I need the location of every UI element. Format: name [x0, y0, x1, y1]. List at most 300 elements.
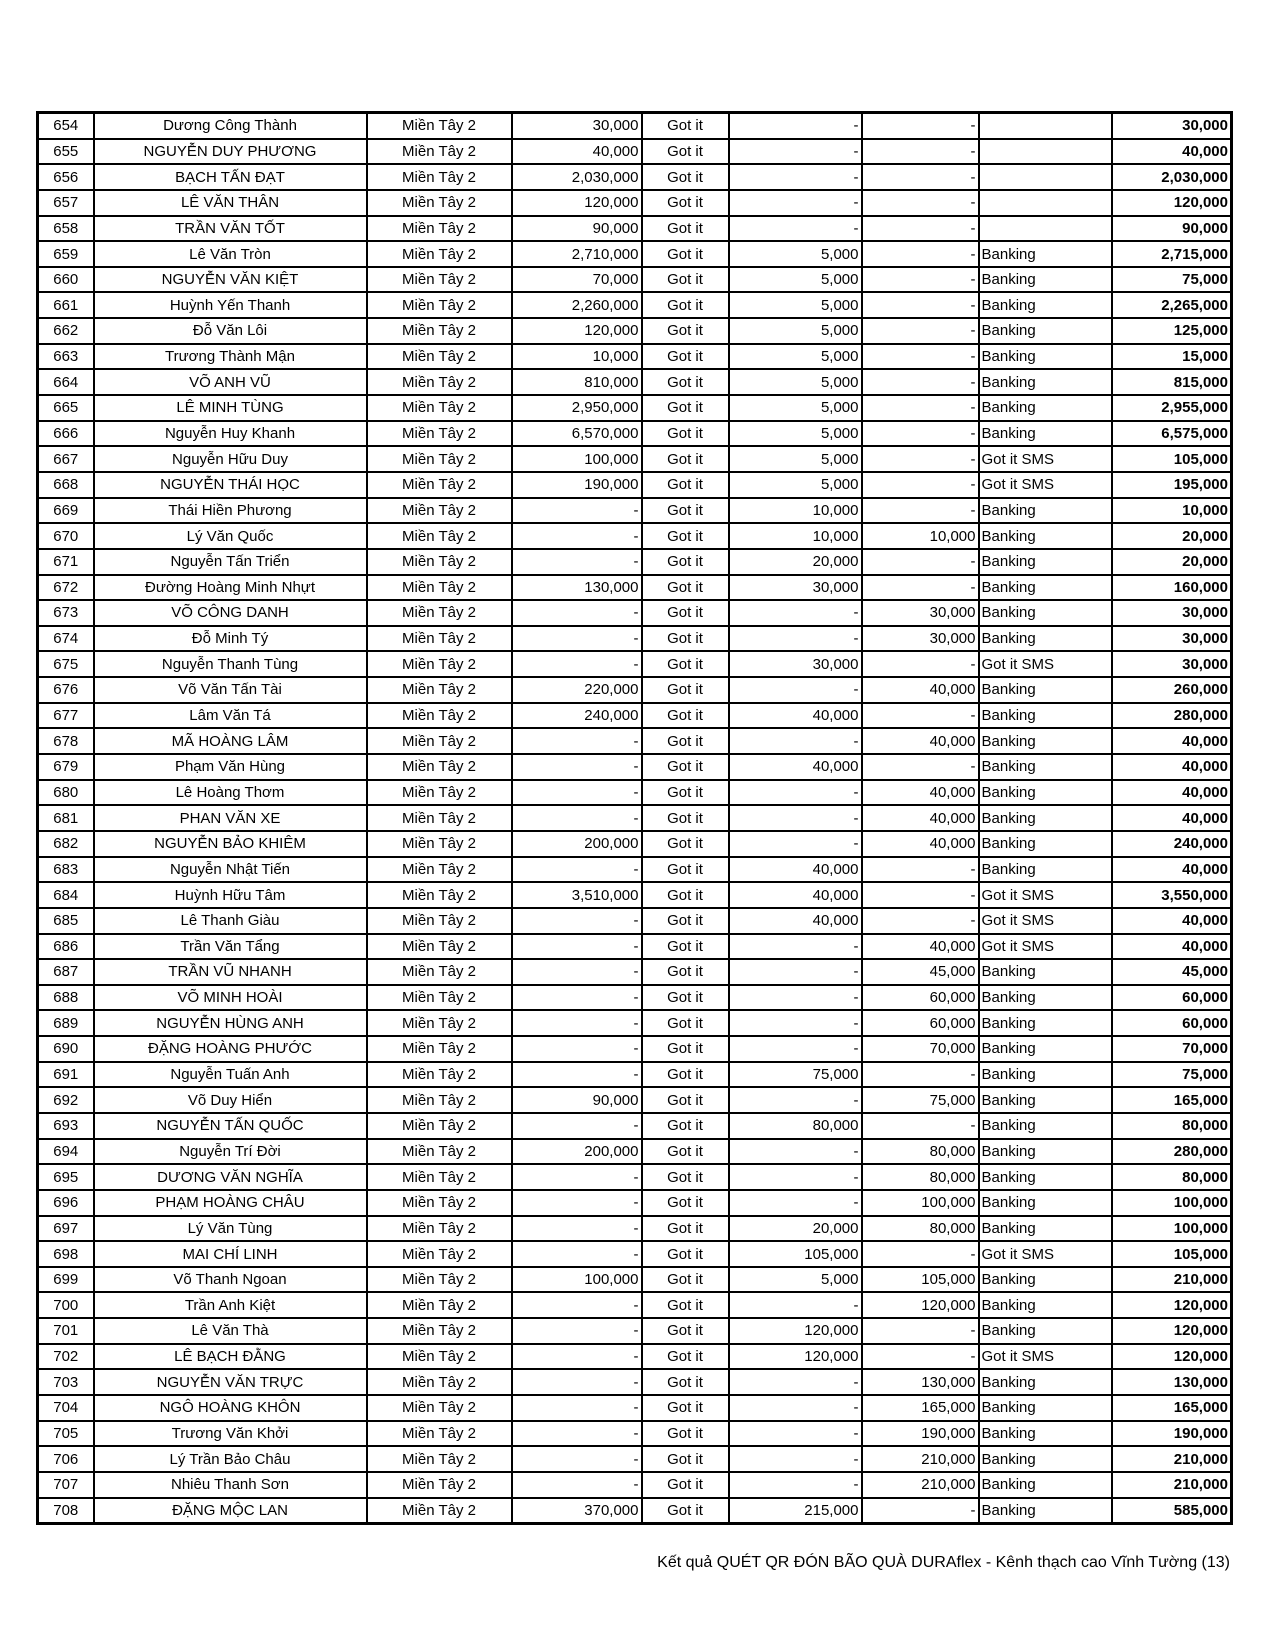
cell-bonus-amount-1: -: [729, 1139, 862, 1165]
table-row: [38, 1113, 1232, 1139]
cell-payment-method: Banking: [979, 626, 1112, 652]
cell-gotit-status: Got it: [642, 728, 729, 754]
cell-payment-method: Banking: [979, 677, 1112, 703]
cell-scan-amount: 3,510,000: [512, 882, 642, 908]
cell-bonus-amount-1: 30,000: [729, 651, 862, 677]
table-row: [38, 498, 1232, 524]
cell-scan-amount: 130,000: [512, 575, 642, 601]
cell-bonus-amount-1: 40,000: [729, 703, 862, 729]
cell-region: Miền Tây 2: [367, 575, 512, 601]
cell-scan-amount: -: [512, 1241, 642, 1267]
cell-region: Miền Tây 2: [367, 805, 512, 831]
cell-payment-method: Banking: [979, 1036, 1112, 1062]
cell-total-amount: 80,000: [1112, 1113, 1232, 1139]
cell-total-amount: 20,000: [1112, 549, 1232, 575]
cell-participant-name: NGUYỄN VĂN TRỰC: [94, 1369, 367, 1395]
cell-bonus-amount-1: 5,000: [729, 472, 862, 498]
cell-total-amount: 40,000: [1112, 857, 1232, 883]
cell-bonus-amount-2: 130,000: [862, 1369, 979, 1395]
cell-bonus-amount-2: -: [862, 139, 979, 165]
table-row: [38, 908, 1232, 934]
cell-row-number: 705: [38, 1421, 94, 1447]
cell-gotit-status: Got it: [642, 1267, 729, 1293]
cell-total-amount: 15,000: [1112, 344, 1232, 370]
cell-region: Miền Tây 2: [367, 1292, 512, 1318]
cell-row-number: 693: [38, 1113, 94, 1139]
table-row: [38, 1344, 1232, 1370]
cell-row-number: 696: [38, 1190, 94, 1216]
cell-participant-name: MAI CHÍ LINH: [94, 1241, 367, 1267]
cell-participant-name: Nguyễn Thanh Tùng: [94, 651, 367, 677]
cell-row-number: 697: [38, 1216, 94, 1242]
table-row: [38, 831, 1232, 857]
cell-gotit-status: Got it: [642, 1318, 729, 1344]
cell-region: Miền Tây 2: [367, 985, 512, 1011]
cell-bonus-amount-1: -: [729, 190, 862, 216]
cell-bonus-amount-2: 75,000: [862, 1087, 979, 1113]
cell-region: Miền Tây 2: [367, 857, 512, 883]
table-row: [38, 934, 1232, 960]
cell-payment-method: Got it SMS: [979, 1241, 1112, 1267]
cell-row-number: 669: [38, 498, 94, 524]
cell-scan-amount: -: [512, 857, 642, 883]
cell-total-amount: 40,000: [1112, 780, 1232, 806]
cell-gotit-status: Got it: [642, 164, 729, 190]
cell-gotit-status: Got it: [642, 626, 729, 652]
cell-total-amount: 815,000: [1112, 369, 1232, 395]
cell-participant-name: Nguyễn Tuấn Anh: [94, 1062, 367, 1088]
cell-region: Miền Tây 2: [367, 651, 512, 677]
cell-payment-method: Banking: [979, 395, 1112, 421]
cell-payment-method: Banking: [979, 805, 1112, 831]
cell-gotit-status: Got it: [642, 1446, 729, 1472]
cell-row-number: 683: [38, 857, 94, 883]
cell-row-number: 679: [38, 754, 94, 780]
cell-bonus-amount-1: -: [729, 626, 862, 652]
cell-payment-method: Banking: [979, 1190, 1112, 1216]
cell-participant-name: Dương Công Thành: [94, 113, 367, 139]
cell-scan-amount: 2,950,000: [512, 395, 642, 421]
cell-bonus-amount-1: -: [729, 1190, 862, 1216]
cell-bonus-amount-2: -: [862, 190, 979, 216]
cell-bonus-amount-2: -: [862, 164, 979, 190]
cell-participant-name: ĐẶNG HOÀNG PHƯỚC: [94, 1036, 367, 1062]
cell-total-amount: 210,000: [1112, 1472, 1232, 1498]
cell-bonus-amount-1: -: [729, 164, 862, 190]
cell-total-amount: 120,000: [1112, 1344, 1232, 1370]
cell-bonus-amount-1: 10,000: [729, 523, 862, 549]
cell-region: Miền Tây 2: [367, 113, 512, 139]
cell-row-number: 706: [38, 1446, 94, 1472]
cell-payment-method: Banking: [979, 1318, 1112, 1344]
cell-total-amount: 100,000: [1112, 1216, 1232, 1242]
cell-participant-name: Đỗ Minh Tý: [94, 626, 367, 652]
cell-total-amount: 2,030,000: [1112, 164, 1232, 190]
cell-total-amount: 70,000: [1112, 1036, 1232, 1062]
cell-scan-amount: -: [512, 1472, 642, 1498]
cell-bonus-amount-1: -: [729, 1164, 862, 1190]
cell-gotit-status: Got it: [642, 1010, 729, 1036]
cell-bonus-amount-2: 210,000: [862, 1446, 979, 1472]
cell-gotit-status: Got it: [642, 1498, 729, 1524]
cell-payment-method: Got it SMS: [979, 472, 1112, 498]
cell-region: Miền Tây 2: [367, 1087, 512, 1113]
cell-participant-name: Lý Văn Quốc: [94, 523, 367, 549]
cell-total-amount: 30,000: [1112, 600, 1232, 626]
cell-participant-name: Nguyễn Hữu Duy: [94, 446, 367, 472]
cell-scan-amount: -: [512, 934, 642, 960]
cell-gotit-status: Got it: [642, 498, 729, 524]
cell-row-number: 678: [38, 728, 94, 754]
cell-participant-name: Lê Thanh Giàu: [94, 908, 367, 934]
cell-scan-amount: -: [512, 1113, 642, 1139]
cell-scan-amount: 100,000: [512, 446, 642, 472]
cell-participant-name: PHAN VĂN XE: [94, 805, 367, 831]
table-row: [38, 523, 1232, 549]
cell-bonus-amount-1: -: [729, 780, 862, 806]
cell-region: Miền Tây 2: [367, 395, 512, 421]
cell-bonus-amount-1: -: [729, 216, 862, 242]
cell-row-number: 666: [38, 421, 94, 447]
cell-row-number: 702: [38, 1344, 94, 1370]
cell-row-number: 680: [38, 780, 94, 806]
cell-payment-method: Banking: [979, 1498, 1112, 1524]
cell-bonus-amount-2: -: [862, 1241, 979, 1267]
table-row: [38, 139, 1232, 165]
cell-participant-name: Võ Thanh Ngoan: [94, 1267, 367, 1293]
cell-payment-method: Got it SMS: [979, 934, 1112, 960]
cell-participant-name: Nguyễn Trí Đời: [94, 1139, 367, 1165]
cell-bonus-amount-1: 40,000: [729, 882, 862, 908]
cell-total-amount: 120,000: [1112, 1292, 1232, 1318]
cell-bonus-amount-1: -: [729, 805, 862, 831]
cell-payment-method: Banking: [979, 498, 1112, 524]
cell-bonus-amount-2: 30,000: [862, 626, 979, 652]
cell-row-number: 708: [38, 1498, 94, 1524]
cell-total-amount: 10,000: [1112, 498, 1232, 524]
cell-bonus-amount-2: -: [862, 267, 979, 293]
cell-total-amount: 80,000: [1112, 1164, 1232, 1190]
cell-participant-name: VÕ CÔNG DANH: [94, 600, 367, 626]
cell-scan-amount: 220,000: [512, 677, 642, 703]
table-row: [38, 1087, 1232, 1113]
cell-total-amount: 105,000: [1112, 446, 1232, 472]
cell-region: Miền Tây 2: [367, 498, 512, 524]
cell-row-number: 674: [38, 626, 94, 652]
cell-scan-amount: -: [512, 728, 642, 754]
cell-payment-method: Banking: [979, 318, 1112, 344]
cell-region: Miền Tây 2: [367, 1216, 512, 1242]
table-row: [38, 1446, 1232, 1472]
cell-bonus-amount-1: -: [729, 600, 862, 626]
table-row: [38, 882, 1232, 908]
cell-region: Miền Tây 2: [367, 1472, 512, 1498]
cell-payment-method: Banking: [979, 728, 1112, 754]
table-row: [38, 1010, 1232, 1036]
cell-bonus-amount-2: -: [862, 651, 979, 677]
cell-participant-name: MÃ HOÀNG LÂM: [94, 728, 367, 754]
cell-participant-name: VÕ ANH VŨ: [94, 369, 367, 395]
cell-row-number: 665: [38, 395, 94, 421]
cell-bonus-amount-1: 5,000: [729, 318, 862, 344]
cell-region: Miền Tây 2: [367, 1164, 512, 1190]
cell-payment-method: Got it SMS: [979, 908, 1112, 934]
cell-scan-amount: 240,000: [512, 703, 642, 729]
cell-gotit-status: Got it: [642, 908, 729, 934]
cell-payment-method: Banking: [979, 985, 1112, 1011]
cell-scan-amount: 810,000: [512, 369, 642, 395]
cell-total-amount: 165,000: [1112, 1395, 1232, 1421]
cell-total-amount: 210,000: [1112, 1446, 1232, 1472]
table-row: [38, 1292, 1232, 1318]
cell-total-amount: 40,000: [1112, 139, 1232, 165]
cell-gotit-status: Got it: [642, 805, 729, 831]
cell-scan-amount: -: [512, 1036, 642, 1062]
cell-row-number: 654: [38, 113, 94, 139]
cell-region: Miền Tây 2: [367, 1010, 512, 1036]
cell-gotit-status: Got it: [642, 1421, 729, 1447]
cell-total-amount: 105,000: [1112, 1241, 1232, 1267]
cell-scan-amount: -: [512, 959, 642, 985]
cell-bonus-amount-2: 60,000: [862, 1010, 979, 1036]
cell-total-amount: 30,000: [1112, 651, 1232, 677]
cell-total-amount: 125,000: [1112, 318, 1232, 344]
cell-bonus-amount-2: 120,000: [862, 1292, 979, 1318]
cell-participant-name: Lý Trần Bảo Châu: [94, 1446, 367, 1472]
cell-scan-amount: -: [512, 1446, 642, 1472]
table-row: [38, 1318, 1232, 1344]
cell-region: Miền Tây 2: [367, 549, 512, 575]
cell-gotit-status: Got it: [642, 369, 729, 395]
cell-participant-name: VÕ MINH HOÀI: [94, 985, 367, 1011]
cell-region: Miền Tây 2: [367, 267, 512, 293]
cell-payment-method: Banking: [979, 267, 1112, 293]
cell-payment-method: [979, 216, 1112, 242]
cell-scan-amount: 2,710,000: [512, 241, 642, 267]
table-row: [38, 344, 1232, 370]
cell-payment-method: Banking: [979, 1369, 1112, 1395]
cell-row-number: 671: [38, 549, 94, 575]
table-row: [38, 805, 1232, 831]
cell-row-number: 694: [38, 1139, 94, 1165]
cell-bonus-amount-2: -: [862, 1498, 979, 1524]
cell-total-amount: 190,000: [1112, 1421, 1232, 1447]
cell-gotit-status: Got it: [642, 1472, 729, 1498]
table-row: [38, 472, 1232, 498]
cell-row-number: 662: [38, 318, 94, 344]
cell-bonus-amount-2: 40,000: [862, 780, 979, 806]
cell-total-amount: 585,000: [1112, 1498, 1232, 1524]
cell-gotit-status: Got it: [642, 1164, 729, 1190]
cell-row-number: 673: [38, 600, 94, 626]
cell-row-number: 656: [38, 164, 94, 190]
cell-bonus-amount-2: 40,000: [862, 805, 979, 831]
cell-gotit-status: Got it: [642, 292, 729, 318]
cell-total-amount: 260,000: [1112, 677, 1232, 703]
cell-participant-name: Trương Văn Khởi: [94, 1421, 367, 1447]
cell-bonus-amount-1: 40,000: [729, 857, 862, 883]
cell-payment-method: Got it SMS: [979, 1344, 1112, 1370]
cell-gotit-status: Got it: [642, 1292, 729, 1318]
cell-region: Miền Tây 2: [367, 882, 512, 908]
cell-row-number: 675: [38, 651, 94, 677]
table-row: [38, 985, 1232, 1011]
cell-payment-method: Banking: [979, 1216, 1112, 1242]
cell-row-number: 689: [38, 1010, 94, 1036]
cell-region: Miền Tây 2: [367, 1241, 512, 1267]
cell-bonus-amount-2: -: [862, 1344, 979, 1370]
table-row: [38, 1164, 1232, 1190]
cell-bonus-amount-2: 70,000: [862, 1036, 979, 1062]
results-table: [36, 111, 1233, 1525]
cell-gotit-status: Got it: [642, 216, 729, 242]
table-row: [38, 1498, 1232, 1524]
footer-caption: Kết quả QUÉT QR ĐÓN BÃO QUÀ DURAflex - Kênh thạch cao Vĩnh Tường (13): [657, 1554, 1230, 1571]
table-row: [38, 190, 1232, 216]
cell-row-number: 692: [38, 1087, 94, 1113]
cell-participant-name: Đường Hoàng Minh Nhựt: [94, 575, 367, 601]
table-row: [38, 1036, 1232, 1062]
cell-payment-method: Banking: [979, 1472, 1112, 1498]
cell-gotit-status: Got it: [642, 934, 729, 960]
cell-payment-method: Banking: [979, 292, 1112, 318]
cell-total-amount: 75,000: [1112, 267, 1232, 293]
cell-participant-name: Nguyễn Tấn Triển: [94, 549, 367, 575]
cell-gotit-status: Got it: [642, 1190, 729, 1216]
cell-payment-method: [979, 139, 1112, 165]
cell-bonus-amount-1: -: [729, 1292, 862, 1318]
cell-bonus-amount-2: 30,000: [862, 600, 979, 626]
cell-total-amount: 40,000: [1112, 908, 1232, 934]
cell-payment-method: Banking: [979, 857, 1112, 883]
cell-row-number: 691: [38, 1062, 94, 1088]
table-row: [38, 703, 1232, 729]
cell-gotit-status: Got it: [642, 882, 729, 908]
cell-region: Miền Tây 2: [367, 831, 512, 857]
cell-region: Miền Tây 2: [367, 1421, 512, 1447]
cell-participant-name: Nhiêu Thanh Sơn: [94, 1472, 367, 1498]
cell-payment-method: Banking: [979, 1421, 1112, 1447]
cell-total-amount: 75,000: [1112, 1062, 1232, 1088]
cell-scan-amount: 6,570,000: [512, 421, 642, 447]
cell-scan-amount: -: [512, 985, 642, 1011]
cell-bonus-amount-2: 40,000: [862, 677, 979, 703]
table-row: [38, 728, 1232, 754]
cell-bonus-amount-2: 80,000: [862, 1139, 979, 1165]
cell-gotit-status: Got it: [642, 1087, 729, 1113]
cell-region: Miền Tây 2: [367, 1498, 512, 1524]
cell-total-amount: 160,000: [1112, 575, 1232, 601]
cell-participant-name: Trần Anh Kiệt: [94, 1292, 367, 1318]
cell-gotit-status: Got it: [642, 703, 729, 729]
cell-row-number: 668: [38, 472, 94, 498]
cell-gotit-status: Got it: [642, 267, 729, 293]
table-row: [38, 959, 1232, 985]
cell-total-amount: 130,000: [1112, 1369, 1232, 1395]
cell-region: Miền Tây 2: [367, 241, 512, 267]
cell-scan-amount: 120,000: [512, 318, 642, 344]
cell-participant-name: Trương Thành Mận: [94, 344, 367, 370]
cell-bonus-amount-2: -: [862, 446, 979, 472]
cell-scan-amount: -: [512, 1010, 642, 1036]
cell-region: Miền Tây 2: [367, 728, 512, 754]
cell-bonus-amount-2: 60,000: [862, 985, 979, 1011]
cell-scan-amount: 40,000: [512, 139, 642, 165]
cell-payment-method: Banking: [979, 1164, 1112, 1190]
cell-bonus-amount-2: -: [862, 318, 979, 344]
cell-payment-method: Got it SMS: [979, 446, 1112, 472]
cell-region: Miền Tây 2: [367, 1036, 512, 1062]
cell-participant-name: Huỳnh Hữu Tâm: [94, 882, 367, 908]
cell-bonus-amount-2: 45,000: [862, 959, 979, 985]
cell-payment-method: Banking: [979, 1292, 1112, 1318]
table-row: [38, 216, 1232, 242]
cell-total-amount: 165,000: [1112, 1087, 1232, 1113]
cell-bonus-amount-1: -: [729, 1036, 862, 1062]
cell-bonus-amount-1: -: [729, 1395, 862, 1421]
cell-bonus-amount-1: 5,000: [729, 1267, 862, 1293]
cell-bonus-amount-1: 5,000: [729, 369, 862, 395]
cell-bonus-amount-1: 120,000: [729, 1344, 862, 1370]
table-row: [38, 395, 1232, 421]
cell-bonus-amount-1: 40,000: [729, 908, 862, 934]
cell-bonus-amount-1: -: [729, 985, 862, 1011]
table-row: [38, 1190, 1232, 1216]
cell-bonus-amount-1: 80,000: [729, 1113, 862, 1139]
cell-payment-method: Banking: [979, 780, 1112, 806]
cell-gotit-status: Got it: [642, 472, 729, 498]
cell-bonus-amount-2: -: [862, 113, 979, 139]
cell-bonus-amount-1: -: [729, 1421, 862, 1447]
cell-region: Miền Tây 2: [367, 1369, 512, 1395]
cell-scan-amount: -: [512, 1164, 642, 1190]
table-row: [38, 1062, 1232, 1088]
cell-participant-name: Nguyễn Huy Khanh: [94, 421, 367, 447]
cell-participant-name: ĐẶNG MỘC LAN: [94, 1498, 367, 1524]
cell-payment-method: Banking: [979, 523, 1112, 549]
cell-gotit-status: Got it: [642, 241, 729, 267]
cell-bonus-amount-2: -: [862, 216, 979, 242]
cell-participant-name: Lâm Văn Tá: [94, 703, 367, 729]
cell-region: Miền Tây 2: [367, 780, 512, 806]
cell-region: Miền Tây 2: [367, 1190, 512, 1216]
cell-region: Miền Tây 2: [367, 703, 512, 729]
cell-total-amount: 40,000: [1112, 754, 1232, 780]
cell-row-number: 700: [38, 1292, 94, 1318]
cell-gotit-status: Got it: [642, 1241, 729, 1267]
cell-row-number: 672: [38, 575, 94, 601]
cell-gotit-status: Got it: [642, 677, 729, 703]
cell-total-amount: 280,000: [1112, 1139, 1232, 1165]
cell-bonus-amount-2: 105,000: [862, 1267, 979, 1293]
table-row: [38, 677, 1232, 703]
cell-scan-amount: 2,260,000: [512, 292, 642, 318]
cell-bonus-amount-1: 105,000: [729, 1241, 862, 1267]
cell-row-number: 659: [38, 241, 94, 267]
cell-region: Miền Tây 2: [367, 1344, 512, 1370]
cell-gotit-status: Got it: [642, 1139, 729, 1165]
table-row: [38, 1241, 1232, 1267]
cell-bonus-amount-2: -: [862, 421, 979, 447]
cell-gotit-status: Got it: [642, 600, 729, 626]
cell-payment-method: Got it SMS: [979, 651, 1112, 677]
cell-bonus-amount-2: 100,000: [862, 1190, 979, 1216]
cell-row-number: 664: [38, 369, 94, 395]
cell-region: Miền Tây 2: [367, 754, 512, 780]
cell-bonus-amount-2: 80,000: [862, 1164, 979, 1190]
cell-gotit-status: Got it: [642, 1036, 729, 1062]
cell-payment-method: Banking: [979, 703, 1112, 729]
